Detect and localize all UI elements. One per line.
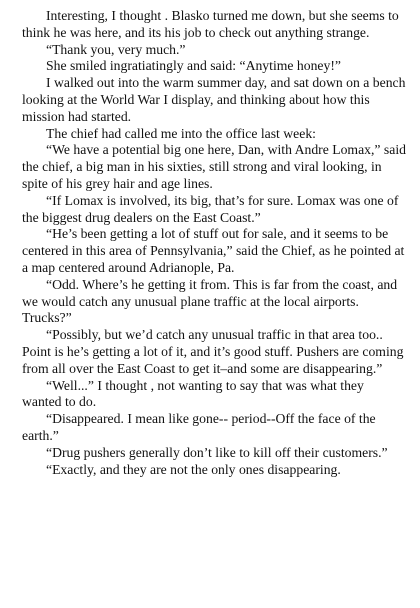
paragraph: “Exactly, and they are not the only ones disappearing. <box>46 461 341 477</box>
paragraph: “We have a potential big one here, Dan, with Andre Lomax,” said the chief, a big man in his sixties, still strong and viral looking, in spite of his grey hair and age lines. <box>22 142 406 191</box>
paragraph: “Possibly, but we’d catch any unusual traffic in that area too.. Point is he’s getting a lot of it, and it’s good stuff. Pushers are coming from all over the East Coast to get it–and some are disappearing.” <box>22 327 404 376</box>
paragraph: “Thank you, very much.” <box>46 41 186 57</box>
paragraph: “He’s been getting a lot of stuff out for sale, and it seems to be centered in this area of Pennsylvania,” said the Chief, as he pointed at a map centered around Adrianople, Pa. <box>22 226 405 275</box>
paragraph: The chief had called me into the office last week: <box>46 125 316 141</box>
paragraph: “If Lomax is involved, its big, that’s for sure. Lomax was one of the biggest drug dealers on the East Coast.” <box>22 192 399 225</box>
paragraph: I walked out into the warm summer day, and sat down on a bench looking at the World War I display, and thinking about how this mission had started. <box>22 75 406 124</box>
paragraph: Interesting, I thought . Blasko turned me down, but she seems to think he was here, and its his job to check out anything strange. <box>22 8 399 40</box>
paragraph: “Drug pushers generally don’t like to kill off their customers.” <box>46 444 388 460</box>
paragraph: “Well...” I thought , not wanting to say that was what they wanted to do. <box>22 377 364 410</box>
paragraph: She smiled ingratiatingly and said: “Anytime honey!” <box>46 58 341 74</box>
paragraph: “Disappeared. I mean like gone-- period--Off the face of the earth.” <box>22 411 376 443</box>
paragraph: “Odd. Where’s he getting it from. This is far from the coast, and we would catch any unusual plane traffic at the local airports. Trucks?” <box>22 276 398 326</box>
